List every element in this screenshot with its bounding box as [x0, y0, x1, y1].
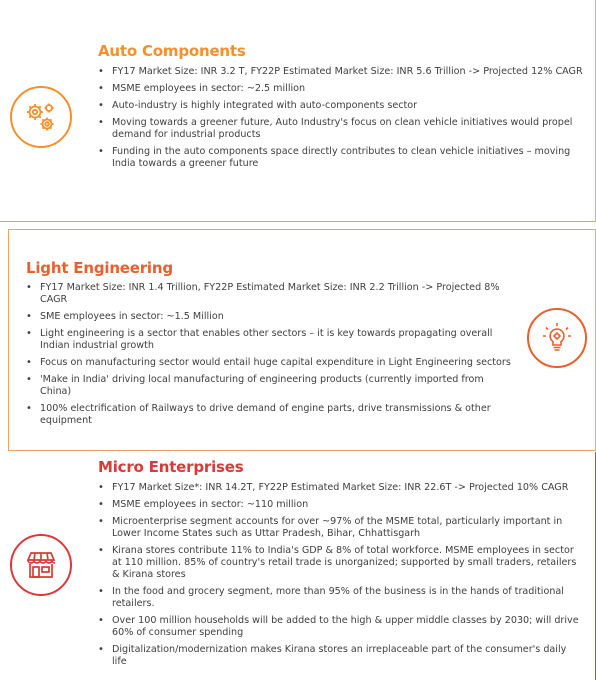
- micro-title: Micro Enterprises: [98, 458, 244, 476]
- list-item: • Digitalization/modernization makes Kirana stores an irreplaceable part of the consumer's daily life: [98, 644, 582, 668]
- list-item: • In the food and grocery segment, more than 95% of the business is in the hands of traditional retailers.: [98, 586, 582, 610]
- storefront-icon: [23, 547, 59, 583]
- list-item: • Funding in the auto components space directly contributes to clean vehicle initiatives – moving India towards a greener future: [98, 146, 584, 170]
- auto-bullet-list: [98, 66, 584, 175]
- light-engineering-section: [8, 229, 596, 451]
- list-item: • Focus on manufacturing sector would entail huge capital expenditure in Light Engineering sectors: [26, 357, 512, 369]
- light-bullet-list: [26, 282, 512, 432]
- micro-icon-circle: [10, 534, 72, 596]
- auto-icon-circle: [10, 86, 72, 148]
- list-item: • FY17 Market Size: INR 1.4 Trillion, FY22P Estimated Market Size: INR 2.2 Trillion -> Projected 8% CAGR: [26, 282, 512, 306]
- gears-icon: [23, 99, 59, 135]
- list-item: • 100% electrification of Railways to drive demand of engine parts, drive transmissions & other equipment: [26, 403, 512, 427]
- micro-enterprises-section: [0, 452, 596, 680]
- auto-title: Auto Components: [98, 42, 246, 60]
- list-item: • Moving towards a greener future, Auto Industry's focus on clean vehicle initiatives would propel demand for industrial products: [98, 117, 584, 141]
- list-item: • Kirana stores contribute 11% to India's GDP & 8% of total workforce. MSME employees in sector at 110 million. 85% of country's retail trade is unorganized; supported by small traders, retailers & Kirana stores: [98, 545, 582, 581]
- list-item: • FY17 Market Size*: INR 14.2T, FY22P Estimated Market Size: INR 22.6T -> Projected 10% CAGR: [98, 482, 582, 494]
- lightbulb-gear-icon: [540, 321, 574, 355]
- list-item: • 'Make in India' driving local manufacturing of engineering products (currently imported from China): [26, 374, 512, 398]
- light-icon-circle: [527, 308, 587, 368]
- light-title: Light Engineering: [26, 259, 173, 277]
- micro-bullet-list: [98, 482, 582, 673]
- list-item: • FY17 Market Size: INR 3.2 T, FY22P Estimated Market Size: INR 5.6 Trillion -> Projected 12% CAGR: [98, 66, 584, 78]
- list-item: • MSME employees in sector: ~110 million: [98, 499, 582, 511]
- list-item: • Over 100 million households will be added to the high & upper middle classes by 2030; will drive 60% of consumer spending: [98, 615, 582, 639]
- auto-components-section: [0, 0, 596, 222]
- list-item: • MSME employees in sector: ~2.5 million: [98, 83, 584, 95]
- list-item: • Microenterprise segment accounts for over ~97% of the MSME total, particularly important in Lower Income States such as Uttar Pradesh, Bihar, Chhattisgarh: [98, 516, 582, 540]
- list-item: • Auto-industry is highly integrated with auto-components sector: [98, 100, 584, 112]
- list-item: • Light engineering is a sector that enables other sectors – it is key towards propagating overall Indian industrial growth: [26, 328, 512, 352]
- list-item: • SME employees in sector: ~1.5 Million: [26, 311, 512, 323]
